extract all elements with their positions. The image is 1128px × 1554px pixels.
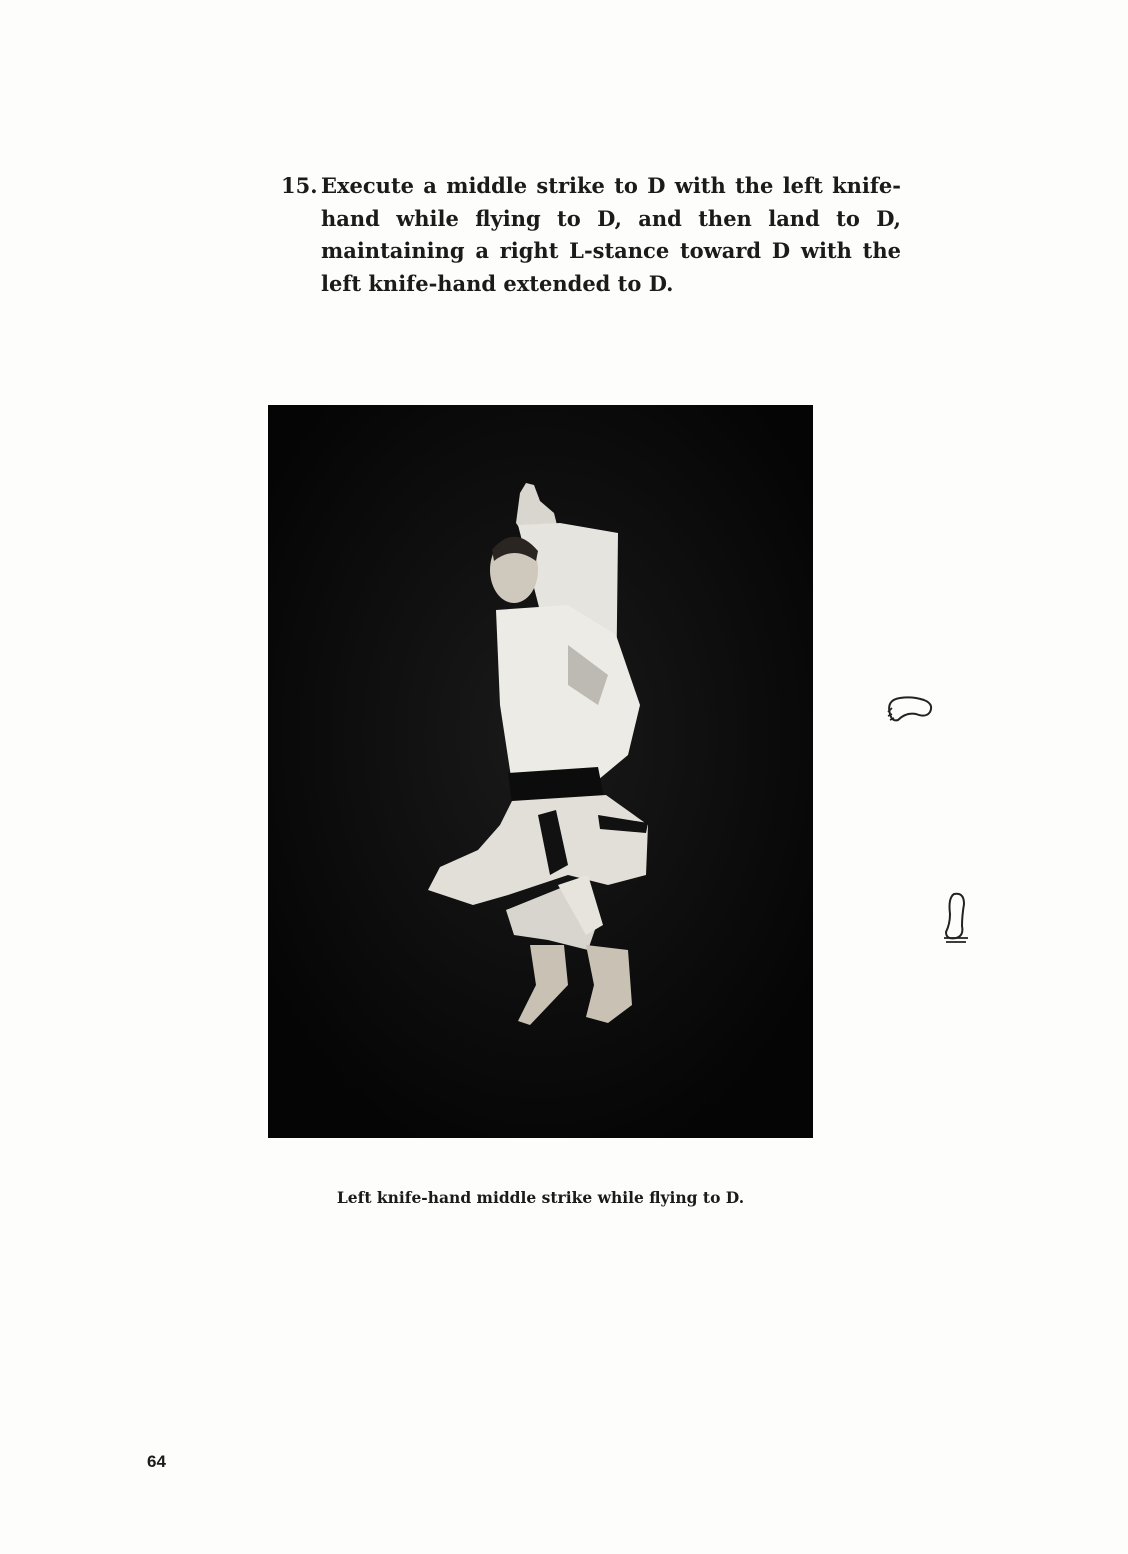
- figure-caption: Left knife-hand middle strike while flying to D.: [336, 1188, 745, 1207]
- step-number: 15.: [281, 173, 318, 198]
- photo-flying-knife-hand-strike: [268, 405, 813, 1138]
- left-footprint-icon: [882, 690, 938, 726]
- step-text: Execute a middle strike to D with the left knife-hand while flying to D, and then land to D, maintaining a right L-stance toward D with the left knife-hand extended to D.: [321, 173, 901, 296]
- right-footprint-icon: [938, 888, 974, 948]
- figure-silhouette: [268, 405, 813, 1138]
- instruction-step: [281, 170, 901, 300]
- page-number: 64: [147, 1452, 166, 1471]
